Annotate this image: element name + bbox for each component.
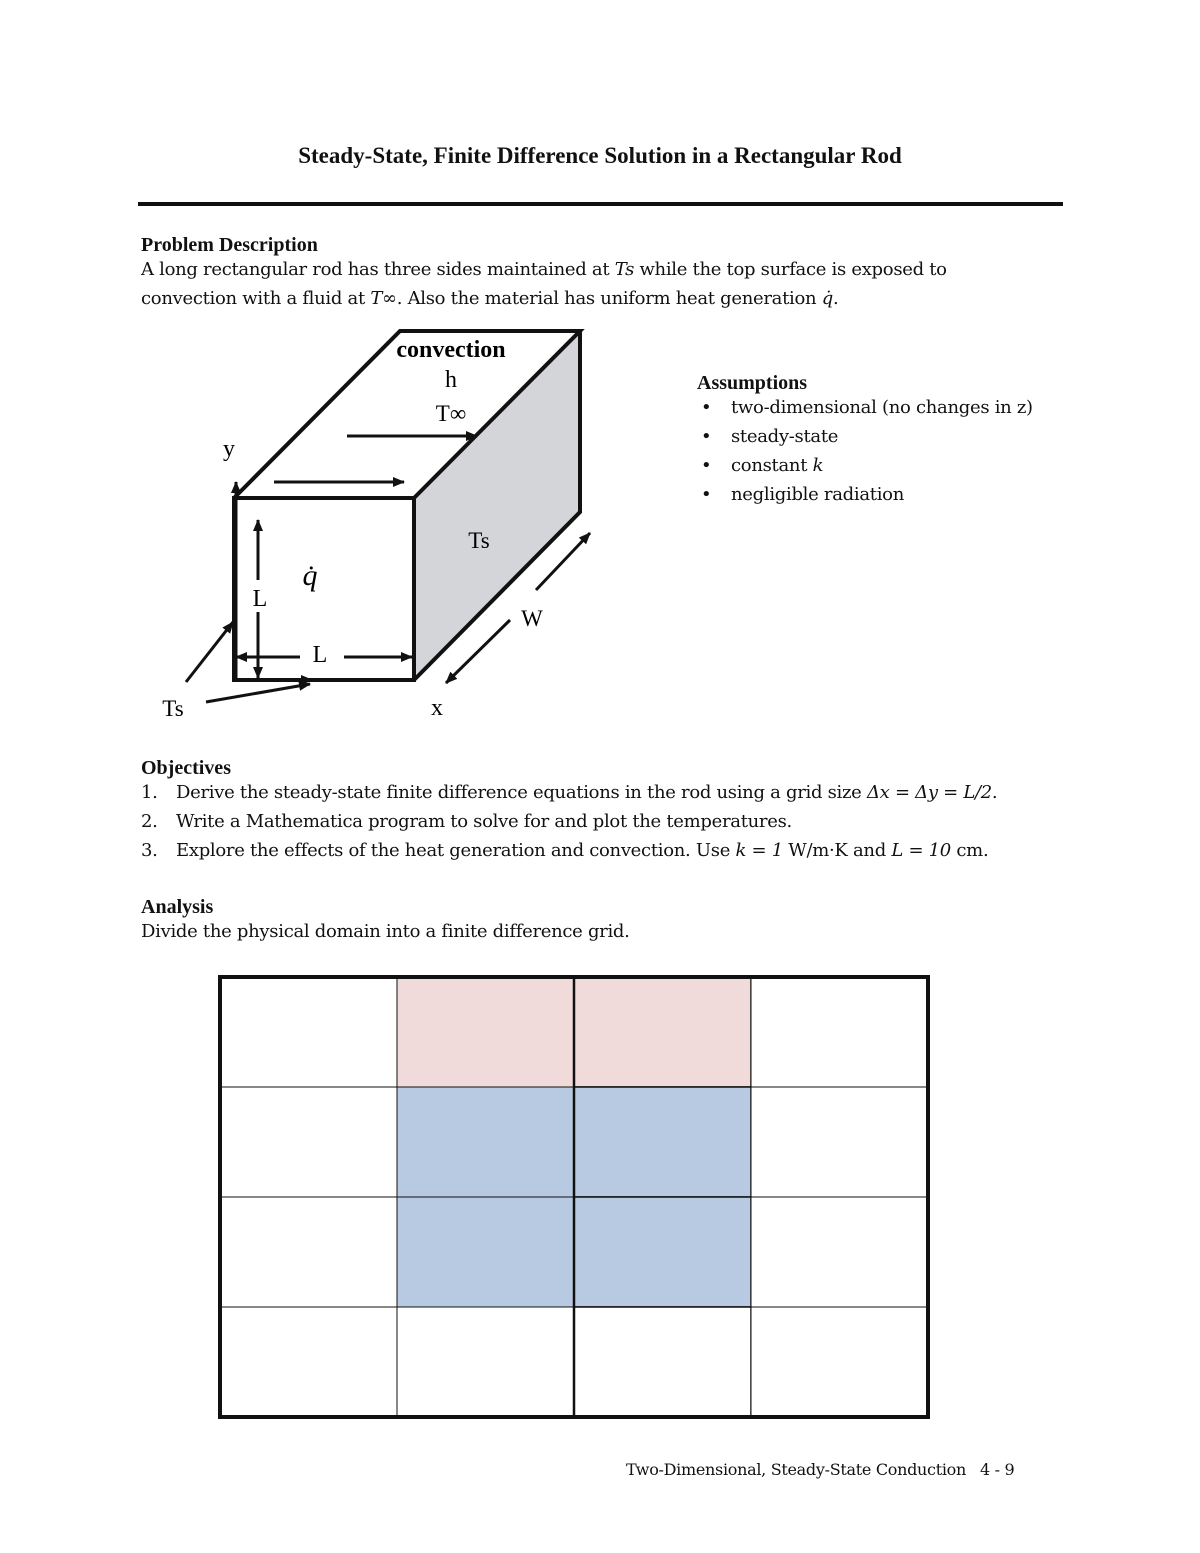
grid-cell [397,1307,574,1417]
grid-cell [574,977,751,1087]
grid-cell [397,977,574,1087]
label-t-inf: T∞ [435,401,467,426]
grid-cell [751,1087,928,1197]
grid-cell [751,1197,928,1307]
problem-line2-b: . Also the material has uniform heat generation [396,288,822,309]
page-footer [626,1460,1014,1479]
k-value: k = 1 [735,840,783,861]
objective-text-end: . [991,782,998,803]
finite-difference-grid [218,975,930,1419]
grid-size-formula: Δx = Δy = L/2 [866,782,992,803]
assumption-item: • two-dimensional (no changes in z) [697,393,1077,422]
grid-cell [574,1087,751,1197]
problem-line2-c: . [832,288,839,309]
grid-cell [220,1307,397,1417]
objective-number: 3. [141,840,158,861]
assumption-item [697,451,1077,480]
label-convection: convection [396,337,506,363]
grid-cell [397,1197,574,1307]
grid-cell [220,977,397,1087]
page-title: Steady-State, Finite Difference Solution in a Rectangular Rod [298,143,902,168]
grid-cell [574,1307,751,1417]
objectives-list [141,778,1071,865]
grid-cell [397,1087,574,1197]
objective-text-end: cm. [950,840,989,861]
label-L-vertical: L [252,586,268,612]
objective-text-mid: W/m·K and [782,840,892,861]
tinf-symbol: T∞ [370,288,397,309]
objective-item [141,836,1071,865]
problem-line1-a: A long rectangular rod has three sides maintained at [141,259,615,280]
label-W: W [521,606,543,631]
ts-symbol: Ts [614,259,635,280]
objective-text: Explore the effects of the heat generation and convection. Use [176,840,736,861]
label-y: y [223,436,235,462]
grid-cell [751,1307,928,1417]
objective-item [141,807,1071,836]
problem-heading: Problem Description [141,234,318,256]
ts-pointer-bottom [206,684,310,702]
grid-cell [220,1087,397,1197]
label-x: x [431,695,443,721]
analysis-section [141,896,1071,946]
analysis-text: Divide the physical domain into a finite difference grid. [141,921,630,942]
objective-text: Write a Mathematica program to solve for and plot the temperatures. [176,811,792,832]
l-value: L = 10 [891,840,951,861]
grid-cell [220,1197,397,1307]
footer-text: Two-Dimensional, Steady-State Conduction [626,1460,966,1479]
objectives-heading: Objectives [141,757,231,779]
rod-figure [0,0,700,740]
problem-line2-a: convection with a fluid at [141,288,371,309]
k-symbol: k [812,455,824,476]
assumption-item-text: constant [731,455,813,476]
qdot-symbol: q̇ [821,288,833,309]
rod-side-face [414,331,580,680]
grid-cell [574,1197,751,1307]
objective-text: Derive the steady-state finite difference equations in the rod using a grid size [176,782,867,803]
assumptions-section [697,372,1077,509]
objective-number: 1. [141,782,158,803]
assumption-item: • negligible radiation [697,480,1077,509]
analysis-heading: Analysis [141,896,214,918]
label-L-horizontal: L [312,642,328,668]
assumption-item: • steady-state [697,422,1077,451]
objective-item [141,778,1071,807]
assumptions-list [697,393,1077,509]
label-ts-corner: Ts [162,696,184,721]
ts-pointer-left [186,622,233,682]
label-ts-side: Ts [468,528,490,553]
objective-number: 2. [141,811,158,832]
label-h: h [445,367,457,393]
label-qdot: q̇ [302,559,318,592]
grid-cell [751,977,928,1087]
page-number: 4 - 9 [980,1460,1015,1479]
assumptions-heading: Assumptions [697,372,808,394]
problem-line1-b: while the top surface is exposed to [634,259,947,280]
objectives-section [141,757,1071,865]
